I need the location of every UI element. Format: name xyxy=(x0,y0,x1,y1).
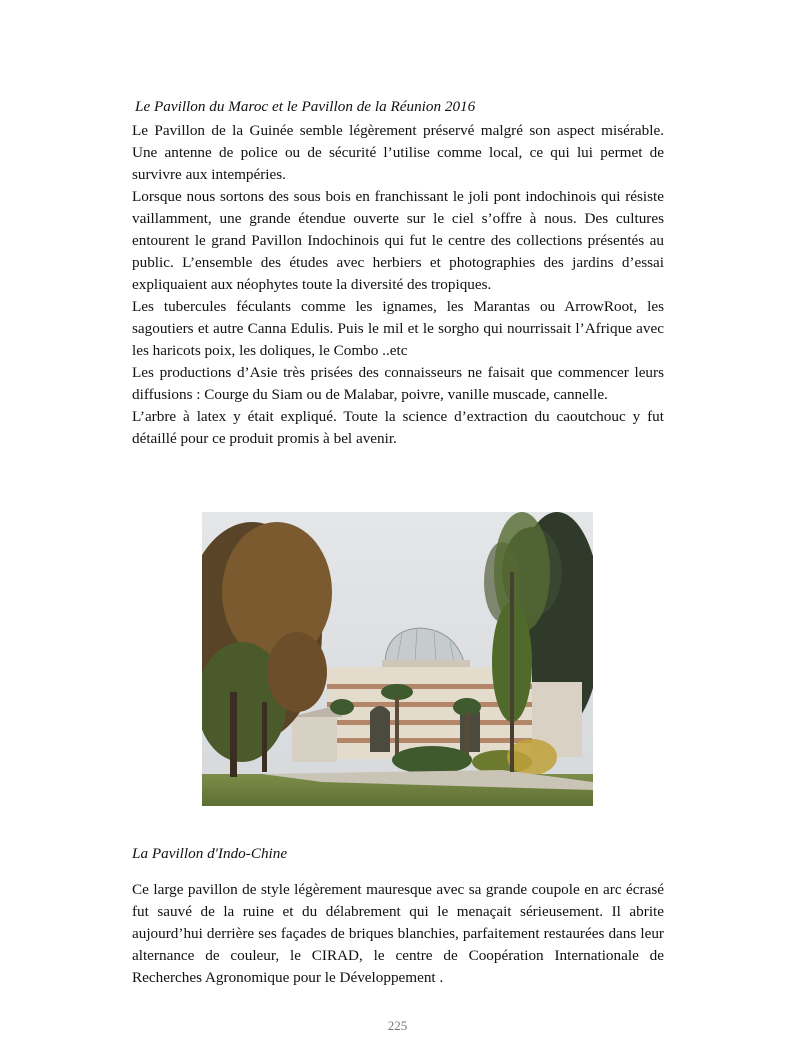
paragraph-sous-bois: Lorsque nous sortons des sous bois en franchissant le joli pont indochinois qui résiste vaillamment, une grande étendue ouverte sur le ciel s’offre à nous. Des cultures entourent le grand Pavillon Indochinois qui fut le centre des collections présentés au public. L’ensemble des études avec herbiers et photographies des jardins d’essai expliquaient aux néophytes toute la diversité des tropiques. xyxy=(132,188,664,293)
pavillon-indochine-photo xyxy=(202,512,593,806)
section-title: La Pavillon d'Indo-Chine xyxy=(132,845,288,862)
paragraph-pavillon-description: Ce large pavillon de style légèrement mauresque avec sa grande coupole en arc écrasé fut sauvé de la ruine et du délabrement qui le menaçait sérieusement. Il abrite aujourd’hui derrière ses façades de briques blanchies, parfaitement restaurées dans leur alternance de couleur, le CIRAD, le centre de Coopération Internationale de Recherches Agronomique pour le Développement . xyxy=(132,881,664,986)
paragraph-latex: L’arbre à latex y était expliqué. Toute la science d’extraction du caoutchouc y fut détaillé pour ce produit promis à bel avenir. xyxy=(132,408,664,447)
paragraph-tubercules: Les tubercules féculants comme les ignames, les Marantas ou ArrowRoot, les sagoutiers et autre Canna Edulis. Puis le mil et le sorgho qui nourrissait l’Afrique avec les haricots poix, les doliques, le Combo ..etc xyxy=(132,298,664,359)
body-text-1 xyxy=(132,120,664,450)
photo-caption-top: Le Pavillon du Maroc et le Pavillon de la Réunion 2016 xyxy=(135,98,476,115)
page-number: 225 xyxy=(387,1018,408,1033)
paragraph-guinee: Le Pavillon de la Guinée semble légèrement préservé malgré son aspect misérable. Une antenne de police ou de sécurité l’utilise comme local, ce qui lui permet de survivre aux intempéries. xyxy=(132,122,664,183)
body-text-2 xyxy=(132,879,664,989)
paragraph-productions-asie: Les productions d’Asie très prisées des connaisseurs ne faisait que commencer leurs diffusions : Courge du Siam ou de Malabar, poivre, vanille muscade, cannelle. xyxy=(132,364,664,403)
